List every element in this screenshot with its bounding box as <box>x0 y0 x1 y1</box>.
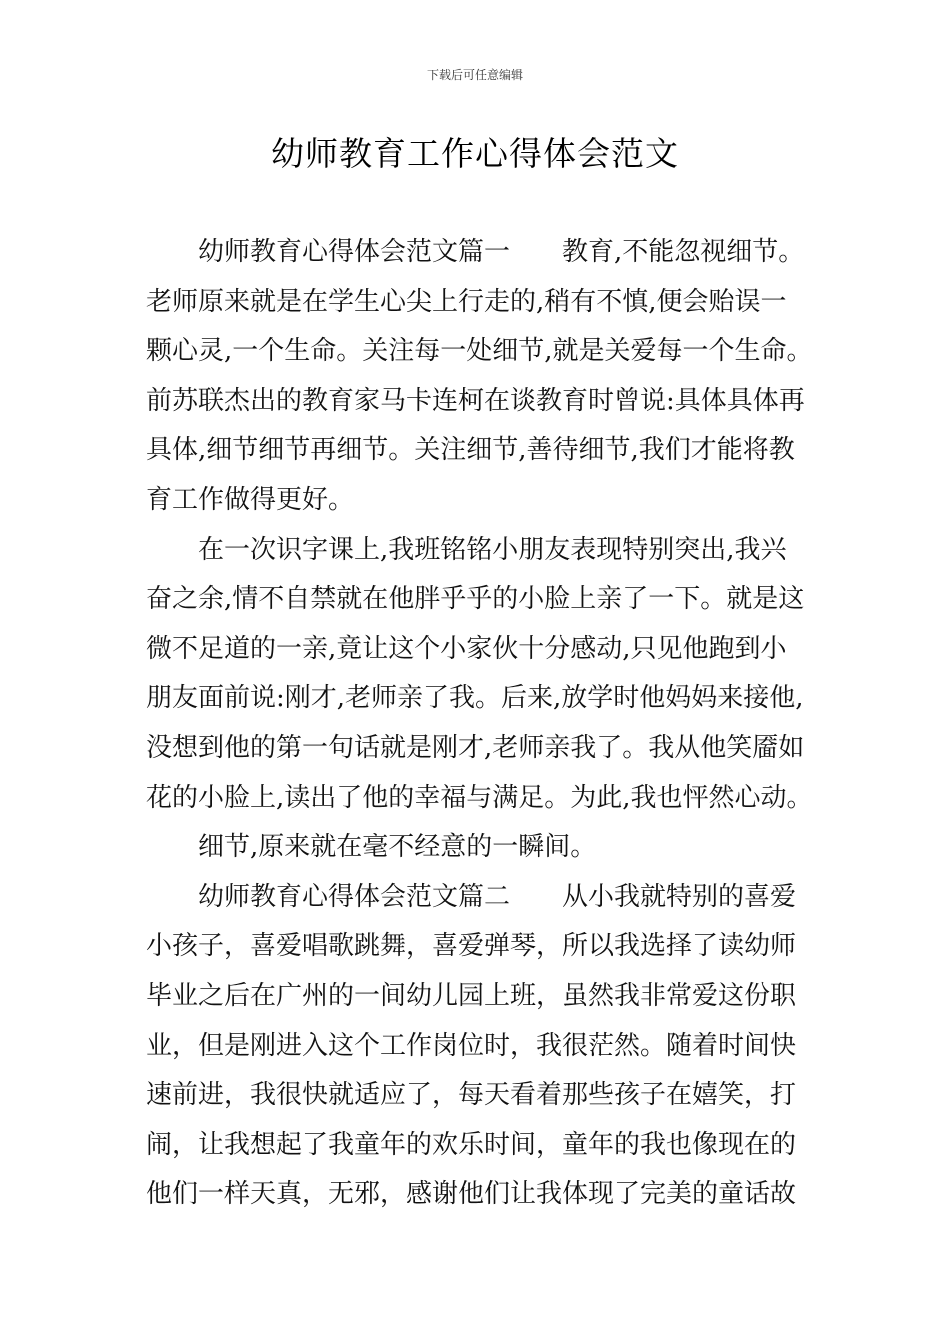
paragraph-text: 从小我就特别的喜爱 <box>562 881 797 912</box>
paragraph-line: 速前进，我很快就适应了，每天看着那些孩子在嬉笑，打 <box>146 1080 797 1111</box>
header-note: 下载后可任意编辑 <box>426 68 523 82</box>
paragraph-line: 小孩子，喜爱唱歌跳舞，喜爱弹琴，所以我选择了读幼师 <box>146 931 797 962</box>
paragraph-line: 毕业之后在广州的一间幼儿园上班，虽然我非常爱这份职 <box>146 980 797 1011</box>
paragraph-line: 闹，让我想起了我童年的欢乐时间，童年的我也像现在的 <box>146 1129 797 1160</box>
paragraph-line <box>146 228 816 278</box>
paragraph-line: 前苏联杰出的教育家马卡连柯在谈教育时曾说:具体具体再 <box>146 385 805 416</box>
paragraph-line: 花的小脸上,读出了他的幸福与满足。为此,我也怦然心动。 <box>146 782 813 813</box>
paragraph-line: 细节,原来就在毫不经意的一瞬间。 <box>198 832 597 863</box>
document-title: 幼师教育工作心得体会范文 <box>271 134 679 173</box>
paragraph-line: 没想到他的第一句话就是刚才,老师亲我了。我从他笑靥如 <box>146 732 805 763</box>
paragraph-line: 育工作做得更好。 <box>146 484 355 515</box>
paragraph-line: 朋友面前说:刚才,老师亲了我。后来,放学时他妈妈来接他, <box>146 683 804 714</box>
paragraph-line: 业，但是刚进入这个工作岗位时，我很茫然。随着时间快 <box>146 1030 797 1061</box>
section-heading: 幼师教育心得体会范文篇二 <box>198 881 511 912</box>
paragraph-line <box>146 873 816 923</box>
paragraph-text: 教育,不能忽视细节。 <box>562 237 805 267</box>
paragraph-line: 微不足道的一亲,竟让这个小家伙十分感动,只见他跑到小 <box>146 633 787 664</box>
paragraph-line: 在一次识字课上,我班铭铭小朋友表现特别突出,我兴 <box>198 534 787 565</box>
document-body <box>146 228 816 1220</box>
paragraph-line: 颗心灵,一个生命。关注每一处细节,就是关爱每一个生命。 <box>146 336 813 367</box>
section-heading: 幼师教育心得体会范文篇一 <box>198 237 511 267</box>
paragraph-line: 奋之余,情不自禁就在他胖乎乎的小脸上亲了一下。就是这 <box>146 584 805 615</box>
paragraph-line: 他们一样天真，无邪，感谢他们让我体现了完美的童话故 <box>146 1179 797 1210</box>
paragraph-line: 老师原来就是在学生心尖上行走的,稍有不慎,便会贻误一 <box>146 286 787 317</box>
paragraph-line: 具体,细节细节再细节。关注细节,善待细节,我们才能将教 <box>146 435 795 466</box>
